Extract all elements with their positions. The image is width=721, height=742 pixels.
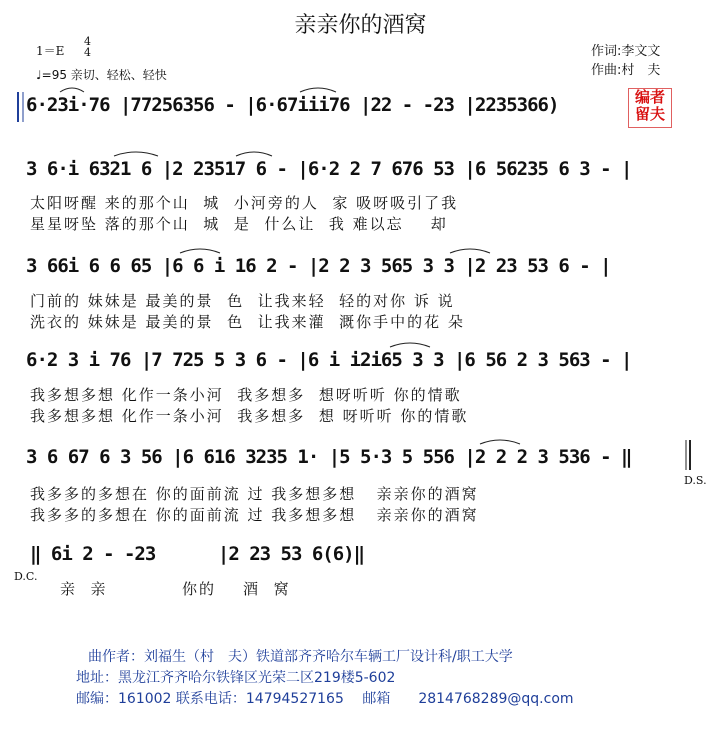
composer-seal: 编者 留夫 (628, 88, 672, 128)
tempo-marking: ♩=95 亲切、轻松、轻快 (36, 68, 167, 82)
time-bottom: 4 (84, 46, 91, 59)
key-signature: 1＝E (36, 44, 65, 58)
author-info: 曲作者：刘福生（村 夫）铁道部齐齐哈尔车辆工厂设计科/职工大学 (88, 649, 513, 665)
lyric-line-4a: 我多想多想 化作一条小河 我多想多 想呀听听 你的情歌 (30, 386, 462, 404)
lyric-line-3a: 门前的 妹妹是 最美的景 色 让我来轻 轻的对你 诉 说 (30, 292, 455, 310)
lyricist-credit: 作词:李文文 (591, 44, 661, 59)
composer-credit: 作曲:村 夫 (591, 63, 661, 78)
lyric-line-4b: 我多想多想 化作一条小河 我多想多 想 呀听听 你的情歌 (30, 407, 469, 425)
address-info: 地址：黑龙江齐齐哈尔铁锋区光荣二区219楼5-602 (76, 670, 396, 686)
lyric-line-3b: 洗衣的 妹妹是 最美的景 色 让我来灌 溉你手中的花 朵 (30, 313, 465, 331)
score-line-5: 3 6 67 6 3 56 |6 616 3235 1· |5 5·3 5 556 |2 2 2 3 536 - ‖ (26, 446, 632, 468)
contact-info: 邮编：161002 联系电话：14794527165 邮箱 2814768289@qq.com (76, 691, 574, 707)
lyric-line-2a: 太阳呀醒 来的那个山 城 小河旁的人 家 吸呀吸引了我 (30, 194, 459, 212)
lyric-line-6: 亲 亲 你的 酒 窝 (60, 580, 291, 598)
score-line-3: 3 66i 6 6 65 |6 6 i 16 2 - |2 2 3 565 3 3 |2 23 53 6 - | (26, 255, 611, 277)
time-top: 4 (84, 35, 91, 48)
lyric-line-2b: 星星呀坠 落的那个山 城 是 什么让 我 难以忘 却 (30, 215, 448, 233)
dal-segno-mark: D.S. (684, 474, 707, 487)
score-line-4: 6·2 3 i 76 |7 725 5 3 6 - |6 i i2i65 3 3 |6 56 2 3 563 - | (26, 349, 632, 371)
lyric-line-5a: 我多多的多想在 你的面前流 过 我多想多想 亲亲你的酒窝 (30, 485, 479, 503)
da-capo-mark: D.C. (14, 570, 38, 583)
score-line-6: ‖ 6i 2 - -23 |2 23 53 6(6)‖ (30, 543, 365, 565)
score-line-1: 6·23i·76 |77256356 - |6·67iii76 |22 - -23 |2235366) (26, 94, 559, 116)
score-line-2: 3 6·i 6321 6 |2 23517 6 - |6·2 2 7 676 53 |6 56235 6 3 - | (26, 158, 632, 180)
lyric-line-5b: 我多多的多想在 你的面前流 过 我多想多想 亲亲你的酒窝 (30, 506, 479, 524)
song-title: 亲亲你的酒窝 (294, 13, 427, 38)
